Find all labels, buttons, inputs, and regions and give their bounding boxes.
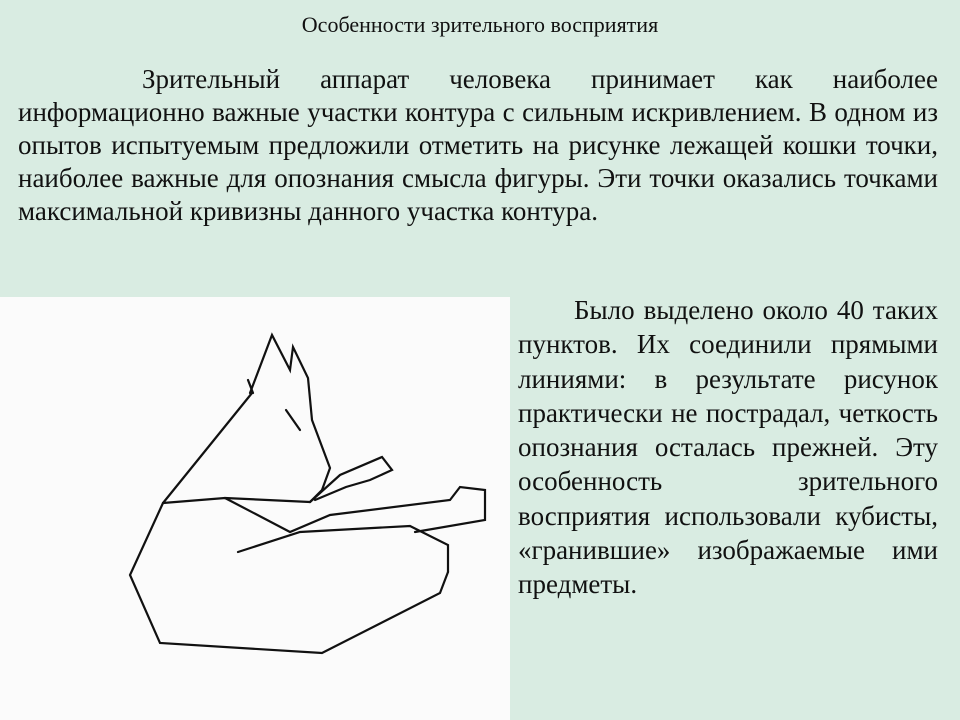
cat-figure: [0, 297, 510, 720]
cat-paw: [310, 457, 392, 502]
cat-face-line: [286, 410, 300, 430]
cat-inner-line: [238, 526, 448, 572]
slide-title: Особенности зрительного восприятия: [301, 12, 659, 37]
cat-head-back-outline: [250, 335, 330, 502]
cat-neck-line: [163, 393, 252, 503]
cat-body-top: [163, 498, 310, 503]
right-paragraph: Было выделено около 40 таких пунктов. Их соединили прямыми линиями: в результате рисунок практически не пострадал, четкость опознания осталась прежней. Эту особенность зрительного восприятия использовали кубисты, «гранившие» изображаемые ими предметы.: [518, 295, 938, 600]
polygonal-cat-drawing-icon: [0, 297, 510, 720]
intro-paragraph: Зрительный аппарат человека принимает как наиболее информационно важные участки контура с сильным искривлением. В одном из опытов испытуемым предложили отметить на рисунке лежащей кошки точки, наиболее важные для опознания смысла фигуры. Эти точки оказались точками максимальной кривизны данного участка контура.: [18, 64, 938, 226]
cat-rear-leg: [225, 487, 485, 532]
